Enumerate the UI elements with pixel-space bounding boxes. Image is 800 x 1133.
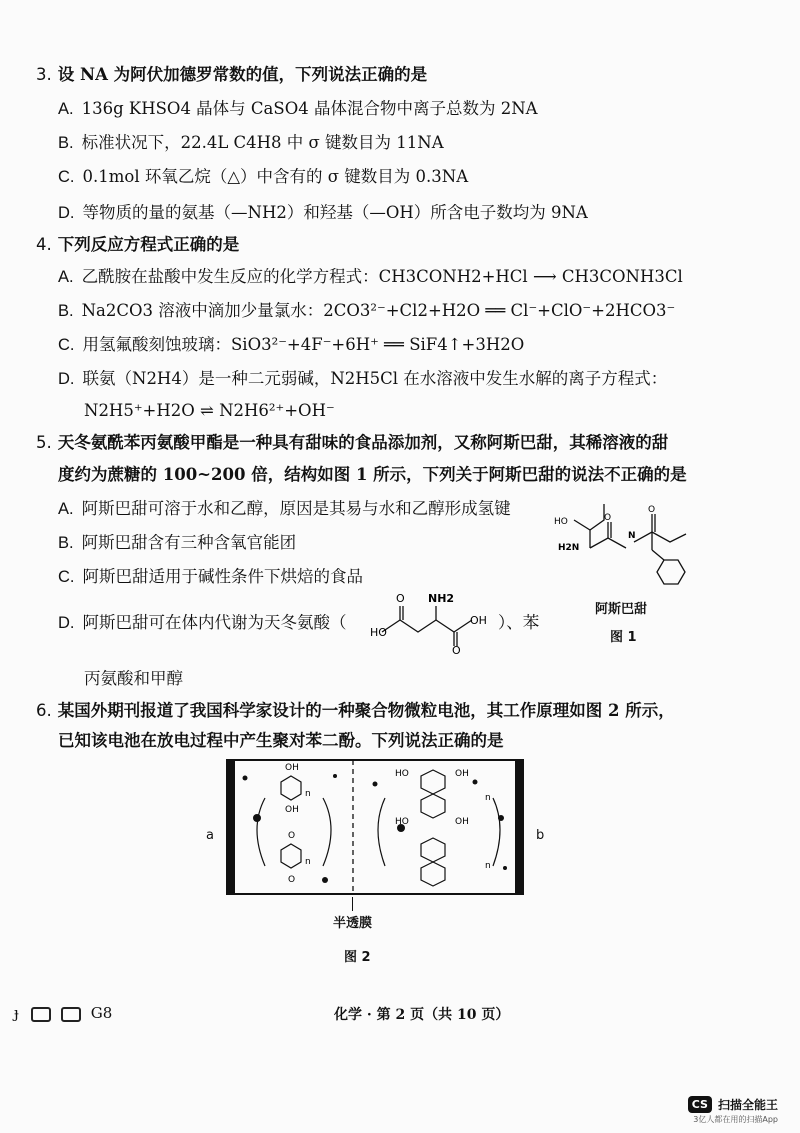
bracket-icon: ɟ: [14, 1004, 19, 1022]
membrane-arrow: [352, 897, 353, 911]
aspartic-acid-structure: [370, 588, 498, 654]
aspartame-structure: [552, 486, 702, 596]
q4-option-a: A. 乙酰胺在盐酸中发生反应的化学方程式：CH3CONH2+HCl ⟶ CH3CONH3Cl: [58, 267, 683, 286]
q3-option-c: C. 0.1mol 环氧乙烷（△）中含有的 σ 键数目为 0.3NA: [58, 167, 469, 186]
q3-option-d: D. 等物质的量的氨基（—NH2）和羟基（—OH）所含电子数均为 9NA: [58, 203, 588, 222]
q3-option-b: B. 标准状况下，22.4L C4H8 中 σ 键数目为 11NA: [58, 133, 444, 152]
footer-page: 化学 · 第 2 页（共 10 页）: [334, 1007, 510, 1023]
svg-text:H2N: H2N: [558, 543, 580, 553]
svg-text:n: n: [485, 793, 491, 803]
svg-text:OH: OH: [455, 769, 469, 779]
box-icon: [61, 1007, 81, 1022]
svg-text:O: O: [648, 505, 656, 515]
svg-text:HO: HO: [395, 769, 409, 779]
q6-number: 6.: [36, 701, 52, 720]
q5-option-d: D. 阿斯巴甜可在体内代谢为天冬氨酸（: [58, 613, 347, 632]
q4-option-b: B. Na2CO3 溶液中滴加少量氯水：2CO3²⁻+Cl2+H2O ══ Cl⁻+ClO⁻+2HCO3⁻: [58, 301, 676, 320]
svg-text:O: O: [604, 513, 612, 523]
footer-code: G8: [90, 1004, 113, 1022]
figure1-label: 图 1: [610, 630, 637, 645]
box-icon: [31, 1007, 51, 1022]
q5-option-d-tail: ）、苯: [498, 613, 540, 632]
footer-left: [14, 1004, 112, 1022]
svg-text:N: N: [628, 531, 636, 541]
svg-text:OH: OH: [455, 817, 469, 827]
svg-text:n: n: [305, 789, 311, 799]
camscanner-logo-icon: CS: [688, 1096, 712, 1113]
q5-option-a: A. 阿斯巴甜可溶于水和乙醇，原因是其易与水和乙醇形成氢键: [58, 499, 511, 518]
badge-title: 扫描全能王: [717, 1098, 778, 1112]
membrane-label: 半透膜: [333, 916, 373, 931]
battery-diagram: [205, 758, 545, 898]
svg-text:O: O: [288, 875, 296, 885]
svg-text:HO: HO: [395, 817, 409, 827]
electrode-label-b: b: [536, 828, 545, 843]
q6-stem-line2: 已知该电池在放电过程中产生聚对苯二酚。下列说法正确的是: [58, 731, 504, 750]
q3-stem-text: 设 NA 为阿伏加德罗常数的值，下列说法正确的是: [57, 65, 428, 84]
svg-text:OH: OH: [285, 763, 299, 773]
scanner-badge: [688, 1096, 778, 1113]
q5-number: 5.: [36, 433, 52, 452]
q4-option-c: C. 用氢氟酸刻蚀玻璃：SiO3²⁻+4F⁻+6H⁺ ══ SiF4↑+3H2O: [58, 335, 525, 354]
svg-text:n: n: [305, 857, 311, 867]
q4-option-d: D. 联氨（N2H4）是一种二元弱碱，N2H5Cl 在水溶液中发生水解的离子方程式：: [58, 369, 668, 388]
q5-stem-line2: 度约为蔗糖的 100~200 倍，结构如图 1 所示，下列关于阿斯巴甜的说法不正确的是: [58, 465, 687, 484]
q6-stem-line1: 6. 某国外期刊报道了我国科学家设计的一种聚合物微粒电池，其工作原理如图 2 所示，: [36, 701, 675, 720]
svg-text:O: O: [288, 831, 296, 841]
q4-option-d-equation: N2H5⁺+H2O ⇌ N2H6²⁺+OH⁻: [84, 401, 335, 420]
figure1-name: 阿斯巴甜: [595, 602, 648, 617]
svg-text:O: O: [452, 644, 461, 654]
q4-stem: 4. 下列反应方程式正确的是: [36, 235, 240, 254]
q4-number: 4.: [36, 235, 52, 254]
q5-stem-line1: 5. 天冬氨酰苯丙氨酸甲酯是一种具有甜味的食品添加剂，又称阿斯巴甜，其稀溶液的甜: [36, 433, 669, 452]
q5-option-c: C. 阿斯巴甜适用于碱性条件下烘焙的食品: [58, 567, 363, 586]
svg-text:O: O: [396, 592, 405, 605]
q3-number: 3.: [36, 65, 52, 84]
svg-text:OH: OH: [470, 614, 487, 627]
q3-option-a: A. 136g KHSO4 晶体与 CaSO4 晶体混合物中离子总数为 2NA: [58, 99, 538, 118]
q5-option-b: B. 阿斯巴甜含有三种含氧官能团: [58, 533, 297, 552]
electrode-label-a: a: [206, 828, 214, 843]
figure2-label: 图 2: [344, 950, 371, 965]
badge-subtitle: 3亿人都在用的扫描App: [693, 1115, 778, 1124]
q5-option-d-cont: 丙氨酸和甲醇: [84, 669, 183, 688]
svg-text:HO: HO: [554, 517, 568, 527]
svg-text:HO: HO: [370, 626, 387, 639]
svg-text:OH: OH: [285, 805, 299, 815]
q3-stem: [36, 64, 427, 86]
svg-text:NH2: NH2: [428, 592, 455, 605]
svg-text:n: n: [485, 861, 491, 871]
